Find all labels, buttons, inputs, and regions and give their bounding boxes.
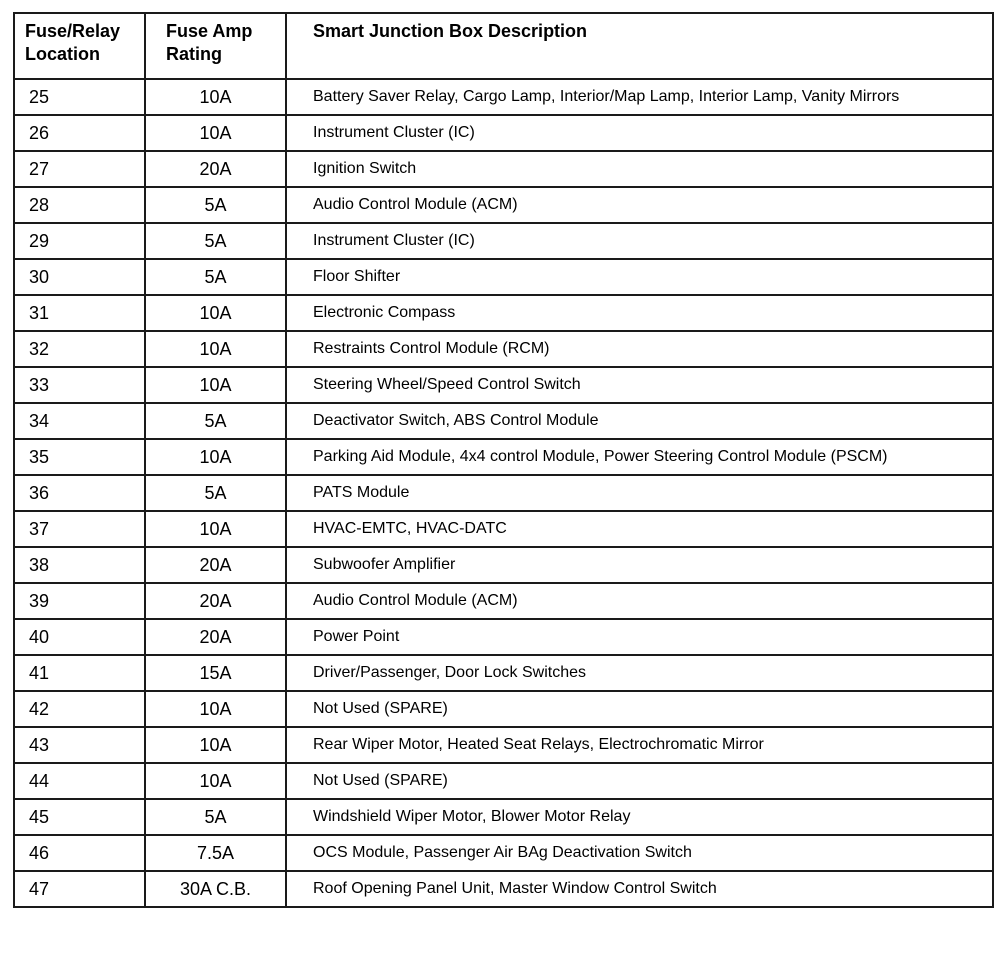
fuse-location-cell: 31 <box>14 295 145 331</box>
fuse-location-cell: 39 <box>14 583 145 619</box>
header-amp-line1: Fuse Amp <box>166 21 253 41</box>
header-location-line1: Fuse/Relay <box>25 21 121 41</box>
fuse-location-cell: 43 <box>14 727 145 763</box>
fuse-location-cell: 44 <box>14 763 145 799</box>
fuse-location-cell: 45 <box>14 799 145 835</box>
fuse-amp-cell: 10A <box>145 691 286 727</box>
table-row <box>14 259 993 295</box>
fuse-description-cell: Steering Wheel/Speed Control Switch <box>286 367 993 403</box>
fuse-amp-cell: 20A <box>145 547 286 583</box>
table-row <box>14 655 993 691</box>
fuse-location-cell: 47 <box>14 871 145 907</box>
table-row <box>14 727 993 763</box>
table-row <box>14 223 993 259</box>
fuse-amp-cell: 10A <box>145 439 286 475</box>
table-row <box>14 331 993 367</box>
fuse-location-cell: 42 <box>14 691 145 727</box>
table-row <box>14 295 993 331</box>
fuse-amp-cell: 5A <box>145 259 286 295</box>
fuse-amp-cell: 10A <box>145 115 286 151</box>
table-row <box>14 439 993 475</box>
fuse-amp-cell: 20A <box>145 583 286 619</box>
table-header <box>14 13 993 79</box>
fuse-description-cell: Instrument Cluster (IC) <box>286 223 993 259</box>
fuse-description-cell: Ignition Switch <box>286 151 993 187</box>
table-row <box>14 115 993 151</box>
fuse-location-cell: 26 <box>14 115 145 151</box>
fuse-amp-cell: 5A <box>145 403 286 439</box>
fuse-amp-cell: 5A <box>145 799 286 835</box>
table-row <box>14 871 993 907</box>
fuse-amp-cell: 10A <box>145 763 286 799</box>
fuse-location-cell: 46 <box>14 835 145 871</box>
fuse-location-cell: 28 <box>14 187 145 223</box>
fuse-description-cell: Deactivator Switch, ABS Control Module <box>286 403 993 439</box>
fuse-description-cell: Not Used (SPARE) <box>286 763 993 799</box>
fuse-description-cell: Driver/Passenger, Door Lock Switches <box>286 655 993 691</box>
fuse-amp-cell: 10A <box>145 727 286 763</box>
fuse-description-cell: Battery Saver Relay, Cargo Lamp, Interior/Map Lamp, Interior Lamp, Vanity Mirrors <box>286 79 993 115</box>
fuse-description-cell: OCS Module, Passenger Air BAg Deactivation Switch <box>286 835 993 871</box>
fuse-description-cell: Roof Opening Panel Unit, Master Window Control Switch <box>286 871 993 907</box>
fuse-location-cell: 25 <box>14 79 145 115</box>
table-row <box>14 835 993 871</box>
table-body <box>14 79 993 907</box>
fuse-description-cell: Electronic Compass <box>286 295 993 331</box>
fuse-location-cell: 29 <box>14 223 145 259</box>
table-row <box>14 763 993 799</box>
table-row <box>14 583 993 619</box>
fuse-amp-cell: 10A <box>145 79 286 115</box>
fuse-amp-cell: 7.5A <box>145 835 286 871</box>
fuse-description-cell: Restraints Control Module (RCM) <box>286 331 993 367</box>
fuse-location-cell: 36 <box>14 475 145 511</box>
fuse-location-cell: 30 <box>14 259 145 295</box>
fuse-amp-cell: 10A <box>145 331 286 367</box>
fuse-description-cell: Audio Control Module (ACM) <box>286 583 993 619</box>
table-row <box>14 799 993 835</box>
table-row <box>14 475 993 511</box>
fuse-amp-cell: 5A <box>145 475 286 511</box>
fuse-table <box>13 12 994 908</box>
fuse-location-cell: 37 <box>14 511 145 547</box>
fuse-description-cell: Rear Wiper Motor, Heated Seat Relays, Electrochromatic Mirror <box>286 727 993 763</box>
fuse-location-cell: 32 <box>14 331 145 367</box>
fuse-location-cell: 38 <box>14 547 145 583</box>
fuse-description-cell: Windshield Wiper Motor, Blower Motor Relay <box>286 799 993 835</box>
fuse-description-cell: Not Used (SPARE) <box>286 691 993 727</box>
fuse-location-cell: 40 <box>14 619 145 655</box>
header-row <box>14 13 993 79</box>
fuse-description-cell: Floor Shifter <box>286 259 993 295</box>
header-location <box>14 13 145 79</box>
fuse-amp-cell: 15A <box>145 655 286 691</box>
fuse-amp-cell: 10A <box>145 367 286 403</box>
fuse-location-cell: 33 <box>14 367 145 403</box>
header-amp-rating <box>145 13 286 79</box>
table-row <box>14 691 993 727</box>
table-row <box>14 151 993 187</box>
fuse-amp-cell: 10A <box>145 511 286 547</box>
fuse-amp-cell: 20A <box>145 151 286 187</box>
table-row <box>14 511 993 547</box>
fuse-amp-cell: 5A <box>145 187 286 223</box>
header-description: Smart Junction Box Description <box>286 13 993 79</box>
fuse-location-cell: 35 <box>14 439 145 475</box>
fuse-amp-cell: 10A <box>145 295 286 331</box>
fuse-description-cell: Power Point <box>286 619 993 655</box>
fuse-description-cell: Parking Aid Module, 4x4 control Module, Power Steering Control Module (PSCM) <box>286 439 993 475</box>
fuse-description-cell: PATS Module <box>286 475 993 511</box>
fuse-description-cell: Subwoofer Amplifier <box>286 547 993 583</box>
table-row <box>14 367 993 403</box>
fuse-location-cell: 27 <box>14 151 145 187</box>
fuse-description-cell: HVAC-EMTC, HVAC-DATC <box>286 511 993 547</box>
fuse-location-cell: 41 <box>14 655 145 691</box>
table-row <box>14 619 993 655</box>
header-amp-line2: Rating <box>166 44 222 64</box>
fuse-amp-cell: 5A <box>145 223 286 259</box>
table-row <box>14 187 993 223</box>
table-row <box>14 547 993 583</box>
table-row <box>14 403 993 439</box>
table-row <box>14 79 993 115</box>
header-location-line2: Location <box>25 44 100 64</box>
fuse-amp-cell: 20A <box>145 619 286 655</box>
fuse-location-cell: 34 <box>14 403 145 439</box>
fuse-amp-cell: 30A C.B. <box>145 871 286 907</box>
fuse-description-cell: Audio Control Module (ACM) <box>286 187 993 223</box>
fuse-description-cell: Instrument Cluster (IC) <box>286 115 993 151</box>
